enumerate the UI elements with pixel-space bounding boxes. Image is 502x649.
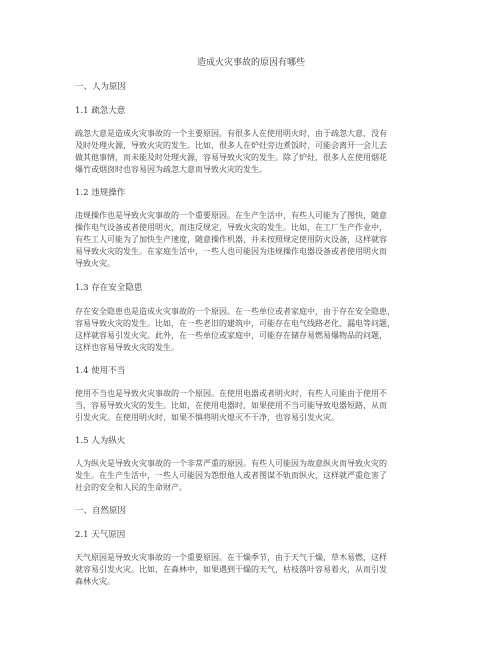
subsection-heading-carelessness: 1.1 疏忽大意 (75, 106, 126, 116)
paragraph-line: 天气原因是导致火灾事故的一个重要原因。在干燥季节，由于天气干燥，草木易燃，这样 (75, 553, 387, 562)
paragraph-line: 引发火灾。在使用明火时，如果不慎将明火熄灭不干净，也容易引发火灾。 (75, 413, 339, 422)
paragraph-line: 森林火灾。 (75, 577, 115, 586)
subsection-heading-arson: 1.5 人为纵火 (75, 436, 126, 446)
paragraph-line: 当，容易导致火灾的发生。比如，在使用电器时，如果使用不当可能导致电器短路，从而 (75, 401, 387, 410)
paragraph-line: 疏忽大意是造成火灾事故的一个主要原因。有很多人在使用明火时，由于疏忽大意，没有 (75, 129, 387, 138)
subsection-heading-violation: 1.2 违规操作 (75, 188, 126, 198)
paragraph-line: 易导致火灾的发生。在家庭生活中，一些人也可能因为违规操作电器设备或者使用明火而 (75, 247, 387, 256)
paragraph-line: 这样就容易引发火灾。此外，在一些单位或家庭中，可能存在储存易燃易爆物品的问题， (75, 331, 387, 340)
subsection-heading-hazards: 1.3 存在安全隐患 (75, 283, 143, 293)
paragraph-line: 及时处理火源，导致火灾的发生。比如，很多人在炉灶旁边煮饭时，可能会离开一会儿去 (75, 141, 387, 150)
paragraph-line: 存在安全隐患也是造成火灾事故的一个原因。在一些单位或者家庭中，由于存在安全隐患， (75, 307, 395, 316)
page-title: 造成火灾事故的原因有哪些 (196, 58, 305, 68)
paragraph-line: 社会的安全和人民的生命财产。 (75, 483, 187, 492)
subsection-heading-misuse: 1.4 使用不当 (75, 366, 126, 376)
paragraph-line: 导致火灾。 (75, 259, 115, 268)
paragraph-line: 违规操作也是导致火灾事故的一个重要原因。在生产生活中，有些人可能为了图快，随意 (75, 211, 387, 220)
paragraph-line: 爆竹或烟囱时也容易因为疏忽大意而导致火灾的发生。 (75, 165, 267, 174)
paragraph-line: 人为纵火是导致火灾事故的一个非常严重的原因。有些人可能因为故意纵火而导致火灾的 (75, 459, 387, 468)
paragraph-line: 做其他事情，而未能及时处理火源，容易导致火灾的发生。除了炉灶，很多人在使用烟花 (75, 153, 387, 162)
paragraph-line: 发生。在生产生活中，一些人可能因为怨恨他人或者图谋不轨而纵火，这样就严重危害了 (75, 471, 387, 480)
section-heading-human: 一、人为原因 (75, 82, 127, 92)
paragraph-line: 容易导致火灾的发生。比如，在一些老旧的建筑中，可能存在电气线路老化、漏电等问题， (75, 319, 395, 328)
paragraph-line: 这样也容易导致火灾的发生。 (75, 343, 179, 352)
section-heading-natural: 一、自然原因 (75, 506, 127, 516)
subsection-heading-weather: 2.1 天气原因 (75, 530, 126, 540)
paragraph-line: 操作电气设备或者使用明火，而违反规定，导致火灾的发生。比如，在工厂生产作业中， (75, 223, 387, 232)
paragraph-line: 使用不当也是导致火灾事故的一个原因。在使用电器或者明火时，有些人可能由于使用不 (75, 389, 387, 398)
paragraph-line: 有些工人可能为了加快生产速度，随意操作机器，并未按照规定使用防火设备，这样就容 (75, 235, 387, 244)
paragraph-line: 就容易引发火灾。比如，在森林中，如果遇到干燥的天气，枯枝落叶容易着火，从而引发 (75, 565, 387, 574)
